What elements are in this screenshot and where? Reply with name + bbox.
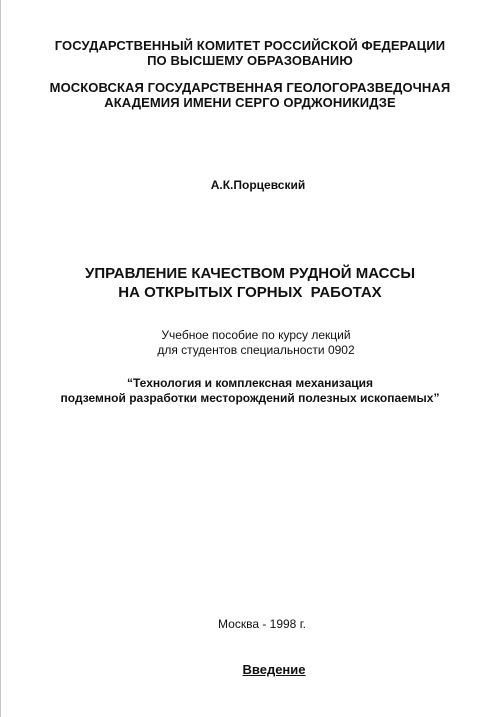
subtitle-line-2: для студентов специальности 0902 xyxy=(157,343,355,357)
author-name: А.К.Порцевский xyxy=(210,178,306,192)
course-line-2: подземной разработки месторождений полезных ископаемых” xyxy=(60,391,440,405)
organization-line-2: ПО ВЫСШЕМУ ОБРАЗОВАНИЮ xyxy=(147,53,353,68)
subtitle-line-1: Учебное пособие по курсу лекций xyxy=(161,328,351,342)
organization-line-1: ГОСУДАРСТВЕННЫЙ КОМИТЕТ РОССИЙСКОЙ ФЕДЕРАЦИИ xyxy=(54,38,446,53)
course-line-1: “Технология и комплексная механизация xyxy=(126,376,374,390)
academy-header xyxy=(0,80,500,110)
title-line-2: НА ОТКРЫТЫХ ГОРНЫХ РАБОТАХ xyxy=(118,284,382,301)
title-line-1: УПРАВЛЕНИЕ КАЧЕСТВОМ РУДНОЙ МАССЫ xyxy=(84,265,416,282)
academy-line-1: МОСКОВСКАЯ ГОСУДАРСТВЕННАЯ ГЕОЛОГОРАЗВЕДОЧНАЯ xyxy=(49,80,451,95)
document-title xyxy=(0,264,500,302)
organization-header xyxy=(0,38,500,68)
section-heading xyxy=(24,662,500,677)
place-year: Москва - 1998 г. xyxy=(218,617,306,631)
academy-line-2: АКАДЕМИЯ ИМЕНИ СЕРГО ОРДЖОНИКИДЗЕ xyxy=(104,95,396,110)
course-name xyxy=(0,376,500,406)
section-heading-text: Введение xyxy=(242,662,306,677)
document-subtitle xyxy=(6,328,500,358)
